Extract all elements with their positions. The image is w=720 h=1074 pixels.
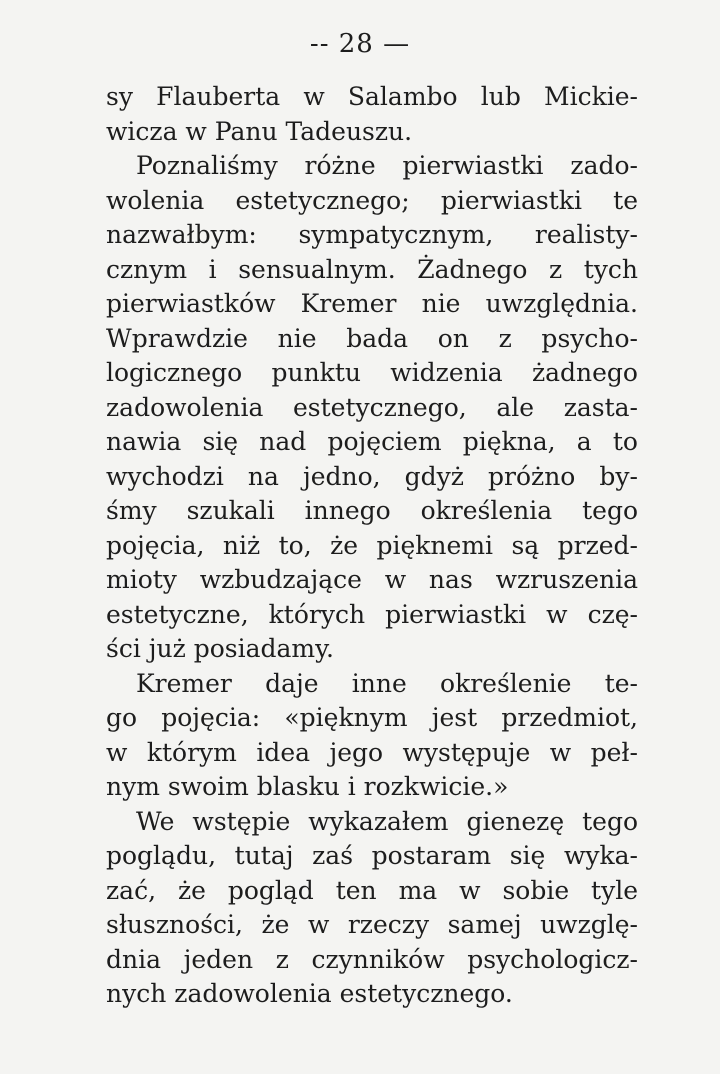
- text-line: cznym i sensualnym. Żadnego z tych: [106, 254, 638, 284]
- text-line: sy Flauberta w Salambo lub Mickie-: [106, 82, 638, 111]
- text-line: wicza w Panu Tadeuszu.: [106, 116, 413, 146]
- text-line: zadowolenia estetycznego, ale zasta-: [106, 392, 638, 422]
- text-line: nych zadowolenia estetycznego.: [106, 979, 513, 1008]
- text-line: logicznego punktu widzenia żadnego: [106, 358, 638, 387]
- text-line: poglądu, tutaj zaś postaram się wyka-: [106, 841, 638, 870]
- text-line: Poznaliśmy różne pierwiastki zado-: [136, 151, 638, 180]
- text-line: w którym idea jego występuje w peł-: [106, 737, 638, 767]
- text-line: nawia się nad pojęciem piękna, a to: [106, 427, 638, 456]
- text-line: śmy szukali innego określenia tego: [106, 496, 638, 525]
- text-line: mioty wzbudzające w nas wzruszenia: [106, 565, 638, 594]
- text-line: estetyczne, których pierwiastki w czę-: [106, 599, 638, 629]
- text-line: pierwiastków Kremer nie uwzględnia.: [106, 289, 638, 318]
- text-line: dnia jeden z czynników psychologicz-: [106, 944, 638, 974]
- text-line: zać, że pogląd ten ma w sobie tyle: [106, 875, 638, 905]
- text-line: ści już posiadamy.: [106, 634, 334, 663]
- body-text: [106, 80, 638, 1012]
- text-line: słuszności, że w rzeczy samej uwzglę-: [106, 910, 638, 939]
- text-line: nazwałbym: sympatycznym, realisty-: [106, 220, 638, 249]
- text-line: We wstępie wykazałem gienezę tego: [136, 806, 638, 836]
- text-line: wolenia estetycznego; pierwiastki te: [106, 185, 638, 215]
- text-line: Kremer daje inne określenie te-: [136, 668, 638, 698]
- text-line: pojęcia, niż to, że pięknemi są przed-: [106, 530, 638, 560]
- text-line: nym swoim blasku i rozkwicie.»: [106, 772, 509, 801]
- text-line: go pojęcia: «pięknym jest przedmiot,: [106, 703, 638, 732]
- text-line: Wprawdzie nie bada on z psycho-: [106, 323, 638, 353]
- text-line: wychodzi na jedno, gdyż próżno by-: [106, 461, 638, 491]
- page-number: -- 28 —: [309, 29, 411, 59]
